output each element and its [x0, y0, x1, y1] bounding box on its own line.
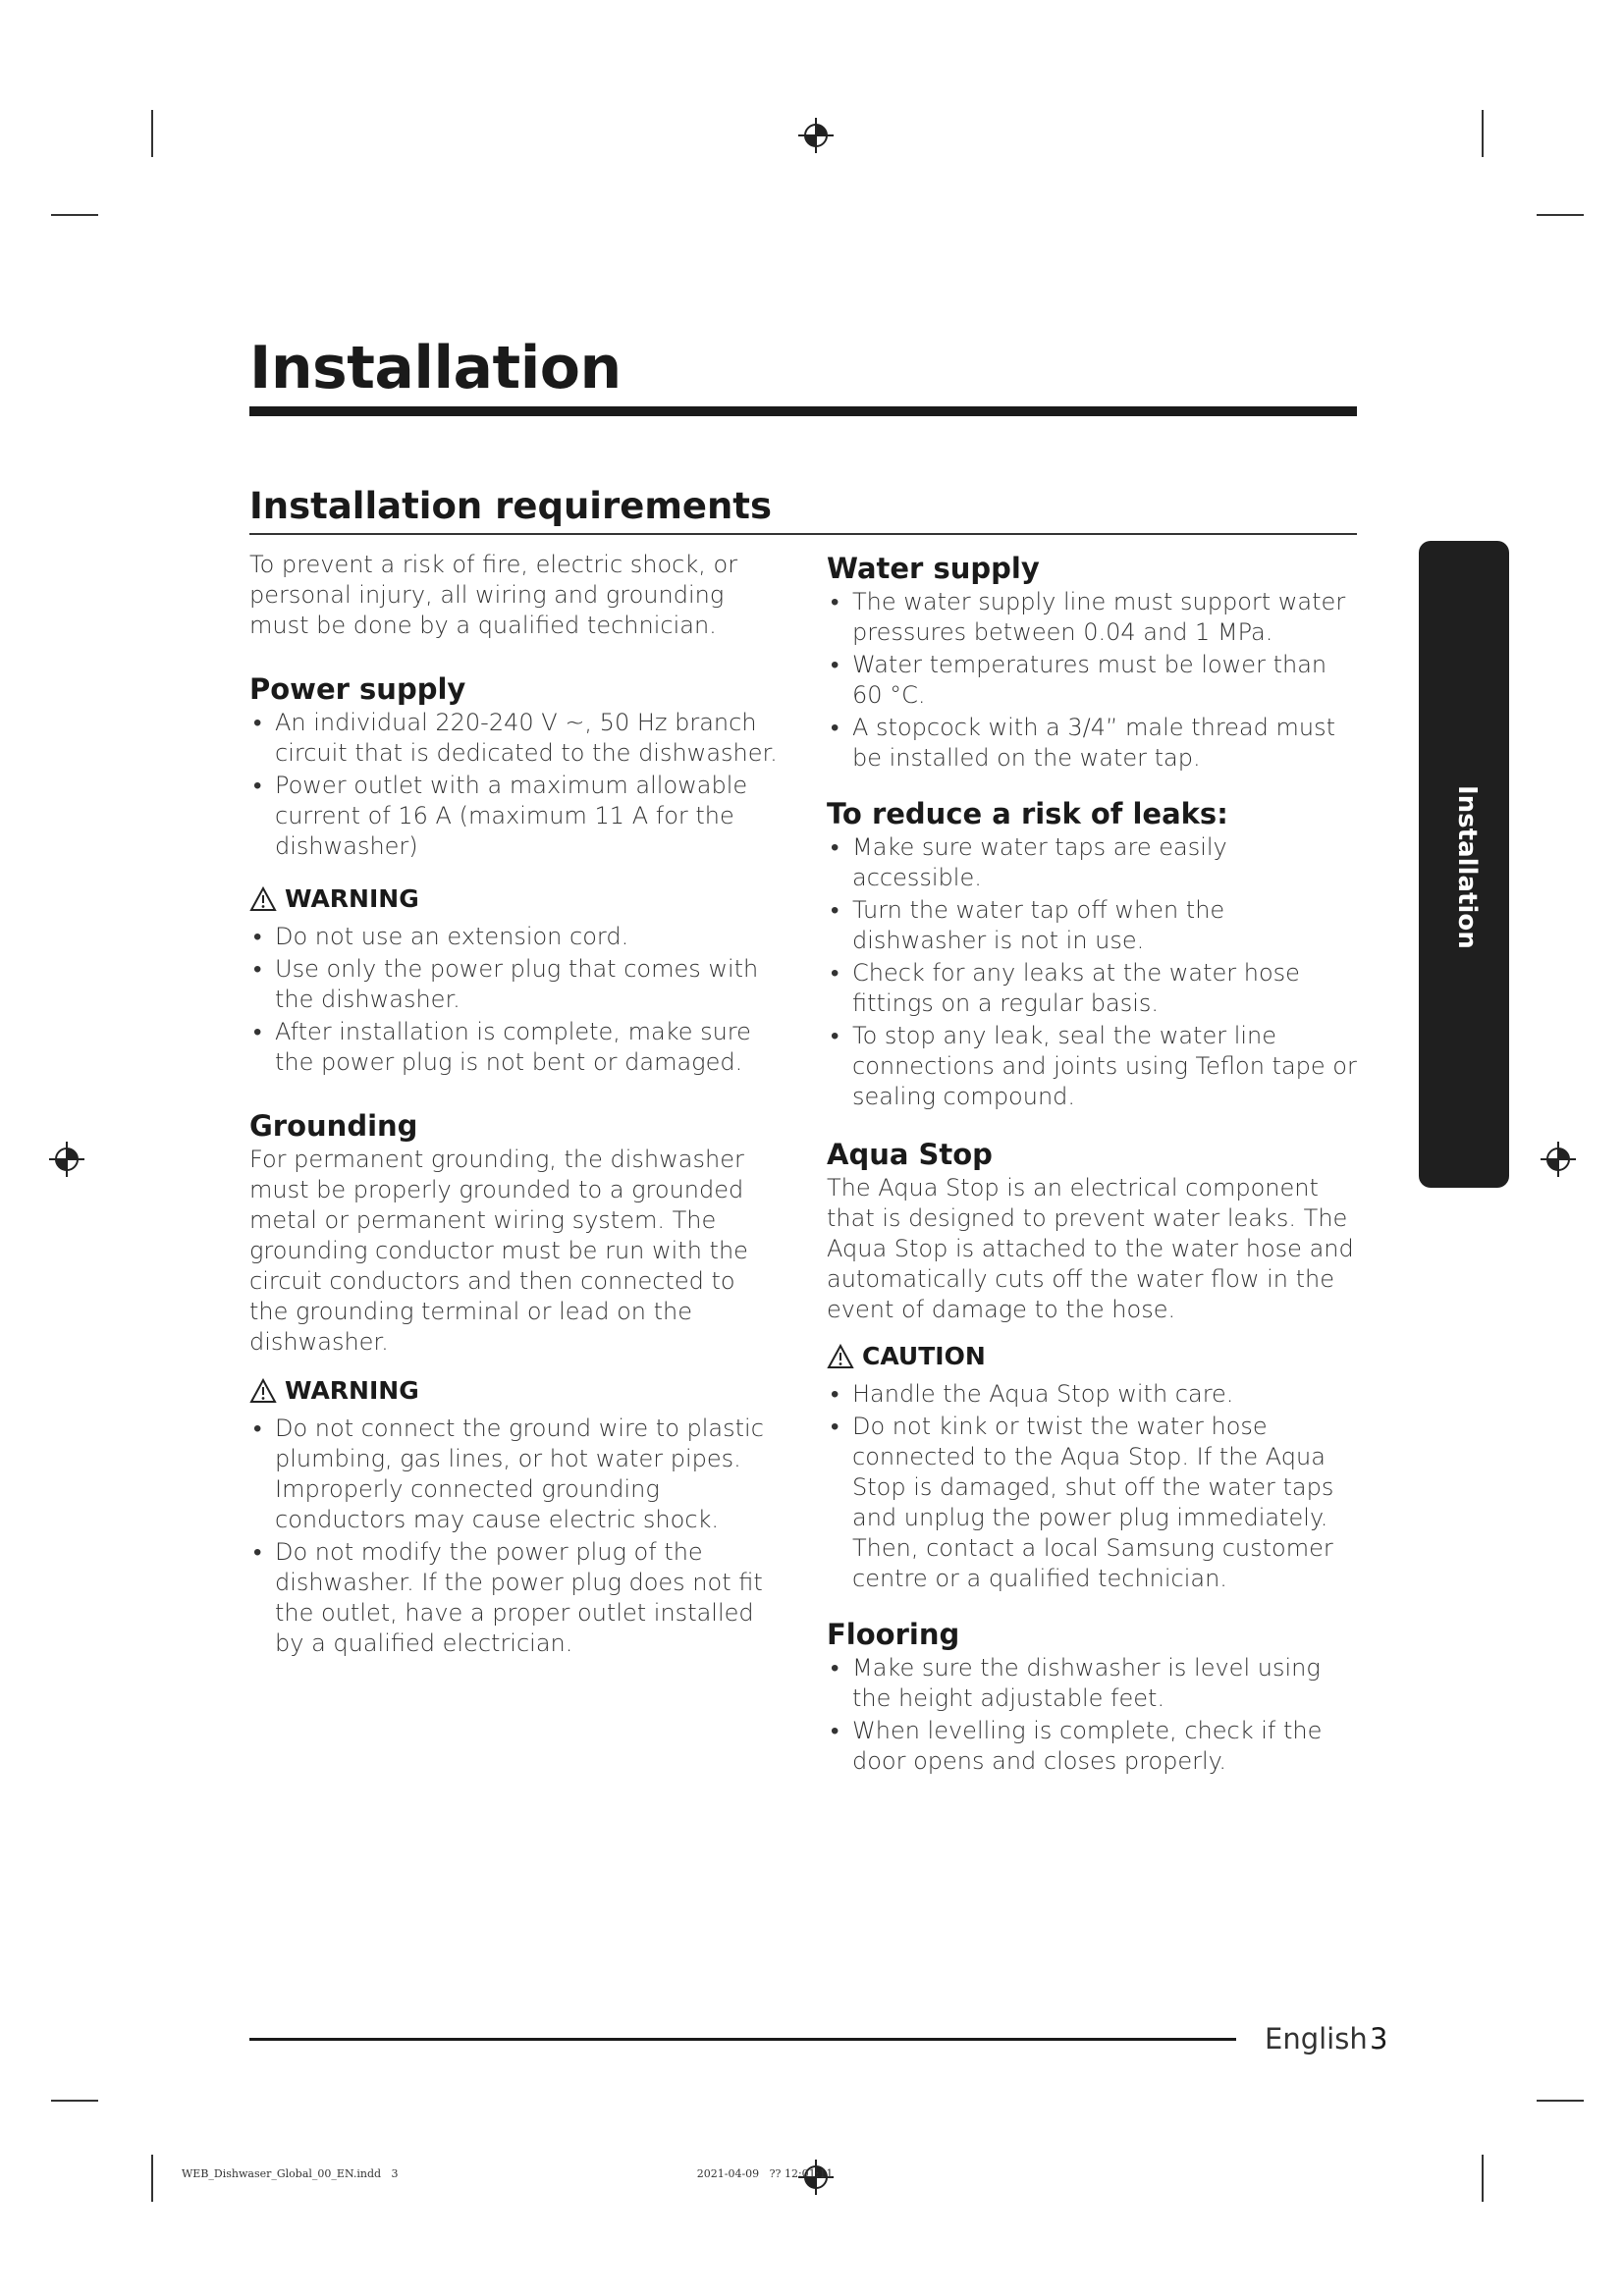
registration-mark-icon — [798, 118, 834, 153]
footer-language: English — [1265, 2022, 1368, 2056]
caution-triangle-icon — [827, 1344, 854, 1369]
section-rule — [249, 533, 1357, 535]
title-rule — [249, 406, 1357, 416]
flooring-heading: Flooring — [827, 1618, 960, 1651]
list-item: • The water supply line must support water pressures between 0.04 and 1 MPa. — [831, 588, 1346, 646]
intro-text: To prevent a risk of fire, electric shock, or personal injury, all wiring and grounding must be done by a qualified technician. — [249, 551, 738, 639]
list-item: • After installation is complete, make sure the power plug is not bent or damaged. — [253, 1018, 751, 1076]
side-tab-label: Installation — [1452, 785, 1482, 949]
page-number: 3 — [1370, 2022, 1388, 2056]
aqua-stop-heading: Aqua Stop — [827, 1138, 993, 1171]
crop-mark — [151, 110, 153, 157]
warning-label: WARNING — [249, 1375, 780, 1406]
leaks-list — [827, 832, 1362, 1112]
list-item: • Do not modify the power plug of the dishwasher. If the power plug does not fit the outlet, have a proper outlet installed by a qualified electrician. — [253, 1538, 763, 1657]
list-item: • Make sure water taps are easily accessible. — [831, 833, 1227, 891]
flooring-list — [827, 1653, 1362, 1777]
warning-triangle-icon — [249, 1378, 277, 1404]
left-column — [249, 550, 780, 1661]
list-item: • Do not kink or twist the water hose connected to the Aqua Stop. If the Aqua Stop is damaged, shut off the water taps and unplug the power plug immediately. Then, contact a local Samsung customer centre or a qualified technician. — [831, 1413, 1334, 1592]
power-supply-heading: Power supply — [249, 672, 466, 706]
grounding-text: For permanent grounding, the dishwasher must be properly grounded to a grounded metal or permanent wiring system. The grounding conductor must be run with the circuit conductors and then connected to the grounding terminal or lead on the dishwasher. — [249, 1146, 748, 1356]
crop-mark — [1482, 2155, 1484, 2202]
list-item: • Make sure the dishwasher is level using the height adjustable feet. — [831, 1654, 1321, 1712]
list-item: • An individual 220-240 V ~, 50 Hz branch circuit that is dedicated to the dishwasher. — [253, 709, 778, 767]
warning-triangle-icon — [249, 886, 277, 912]
warning-list — [249, 1414, 780, 1659]
list-item: • Do not use an extension cord. — [253, 923, 629, 950]
section-title: Installation requirements — [249, 485, 773, 527]
list-item: • Power outlet with a maximum allowable current of 16 A (maximum 11 A for the dishwasher) — [253, 772, 748, 860]
water-supply-list — [827, 587, 1362, 774]
power-supply-list — [249, 708, 780, 862]
warning-label: WARNING — [249, 883, 780, 914]
list-item: • Turn the water tap off when the dishwasher is not in use. — [831, 896, 1225, 954]
grounding-heading: Grounding — [249, 1109, 418, 1143]
caution-list — [827, 1379, 1362, 1594]
list-item: • Handle the Aqua Stop with care. — [831, 1380, 1234, 1408]
leaks-heading: To reduce a risk of leaks: — [827, 797, 1228, 830]
registration-mark-icon — [1541, 1142, 1576, 1177]
aqua-stop-text: The Aqua Stop is an electrical component that is designed to prevent water leaks. The Aqua Stop is attached to the water hose and automatically cuts off the water flow in the event of damage to the hose. — [827, 1174, 1354, 1323]
caution-label: CAUTION — [827, 1341, 1362, 1371]
crop-mark — [51, 214, 98, 216]
crop-mark — [1537, 2100, 1584, 2102]
list-item: • Check for any leaks at the water hose fittings on a regular basis. — [831, 959, 1300, 1017]
crop-mark — [151, 2155, 153, 2202]
warning-list — [249, 922, 780, 1078]
list-item: • A stopcock with a 3/4” male thread must be installed on the water tap. — [831, 714, 1335, 772]
right-column — [827, 550, 1362, 1779]
page-title: Installation — [249, 334, 622, 402]
print-slug: WEB_Dishwaser_Global_00_EN.indd 3 2021-04-09 ?? 12:01:11 — [182, 2167, 834, 2180]
crop-mark — [1482, 110, 1484, 157]
list-item: • To stop any leak, seal the water line connections and joints using Teflon tape or sealing compound. — [831, 1022, 1357, 1110]
water-supply-heading: Water supply — [827, 552, 1040, 585]
list-item: • Use only the power plug that comes with the dishwasher. — [253, 955, 759, 1013]
crop-mark — [51, 2100, 98, 2102]
list-item: • Water temperatures must be lower than 60 °C. — [831, 651, 1327, 709]
list-item: • When levelling is complete, check if the door opens and closes properly. — [831, 1717, 1323, 1775]
list-item: • Do not connect the ground wire to plastic plumbing, gas lines, or hot water pipes. Improperly connected grounding conductors may cause electric shock. — [253, 1415, 764, 1533]
crop-mark — [1537, 214, 1584, 216]
registration-mark-icon — [49, 1142, 84, 1177]
footer-rule — [249, 2038, 1236, 2041]
